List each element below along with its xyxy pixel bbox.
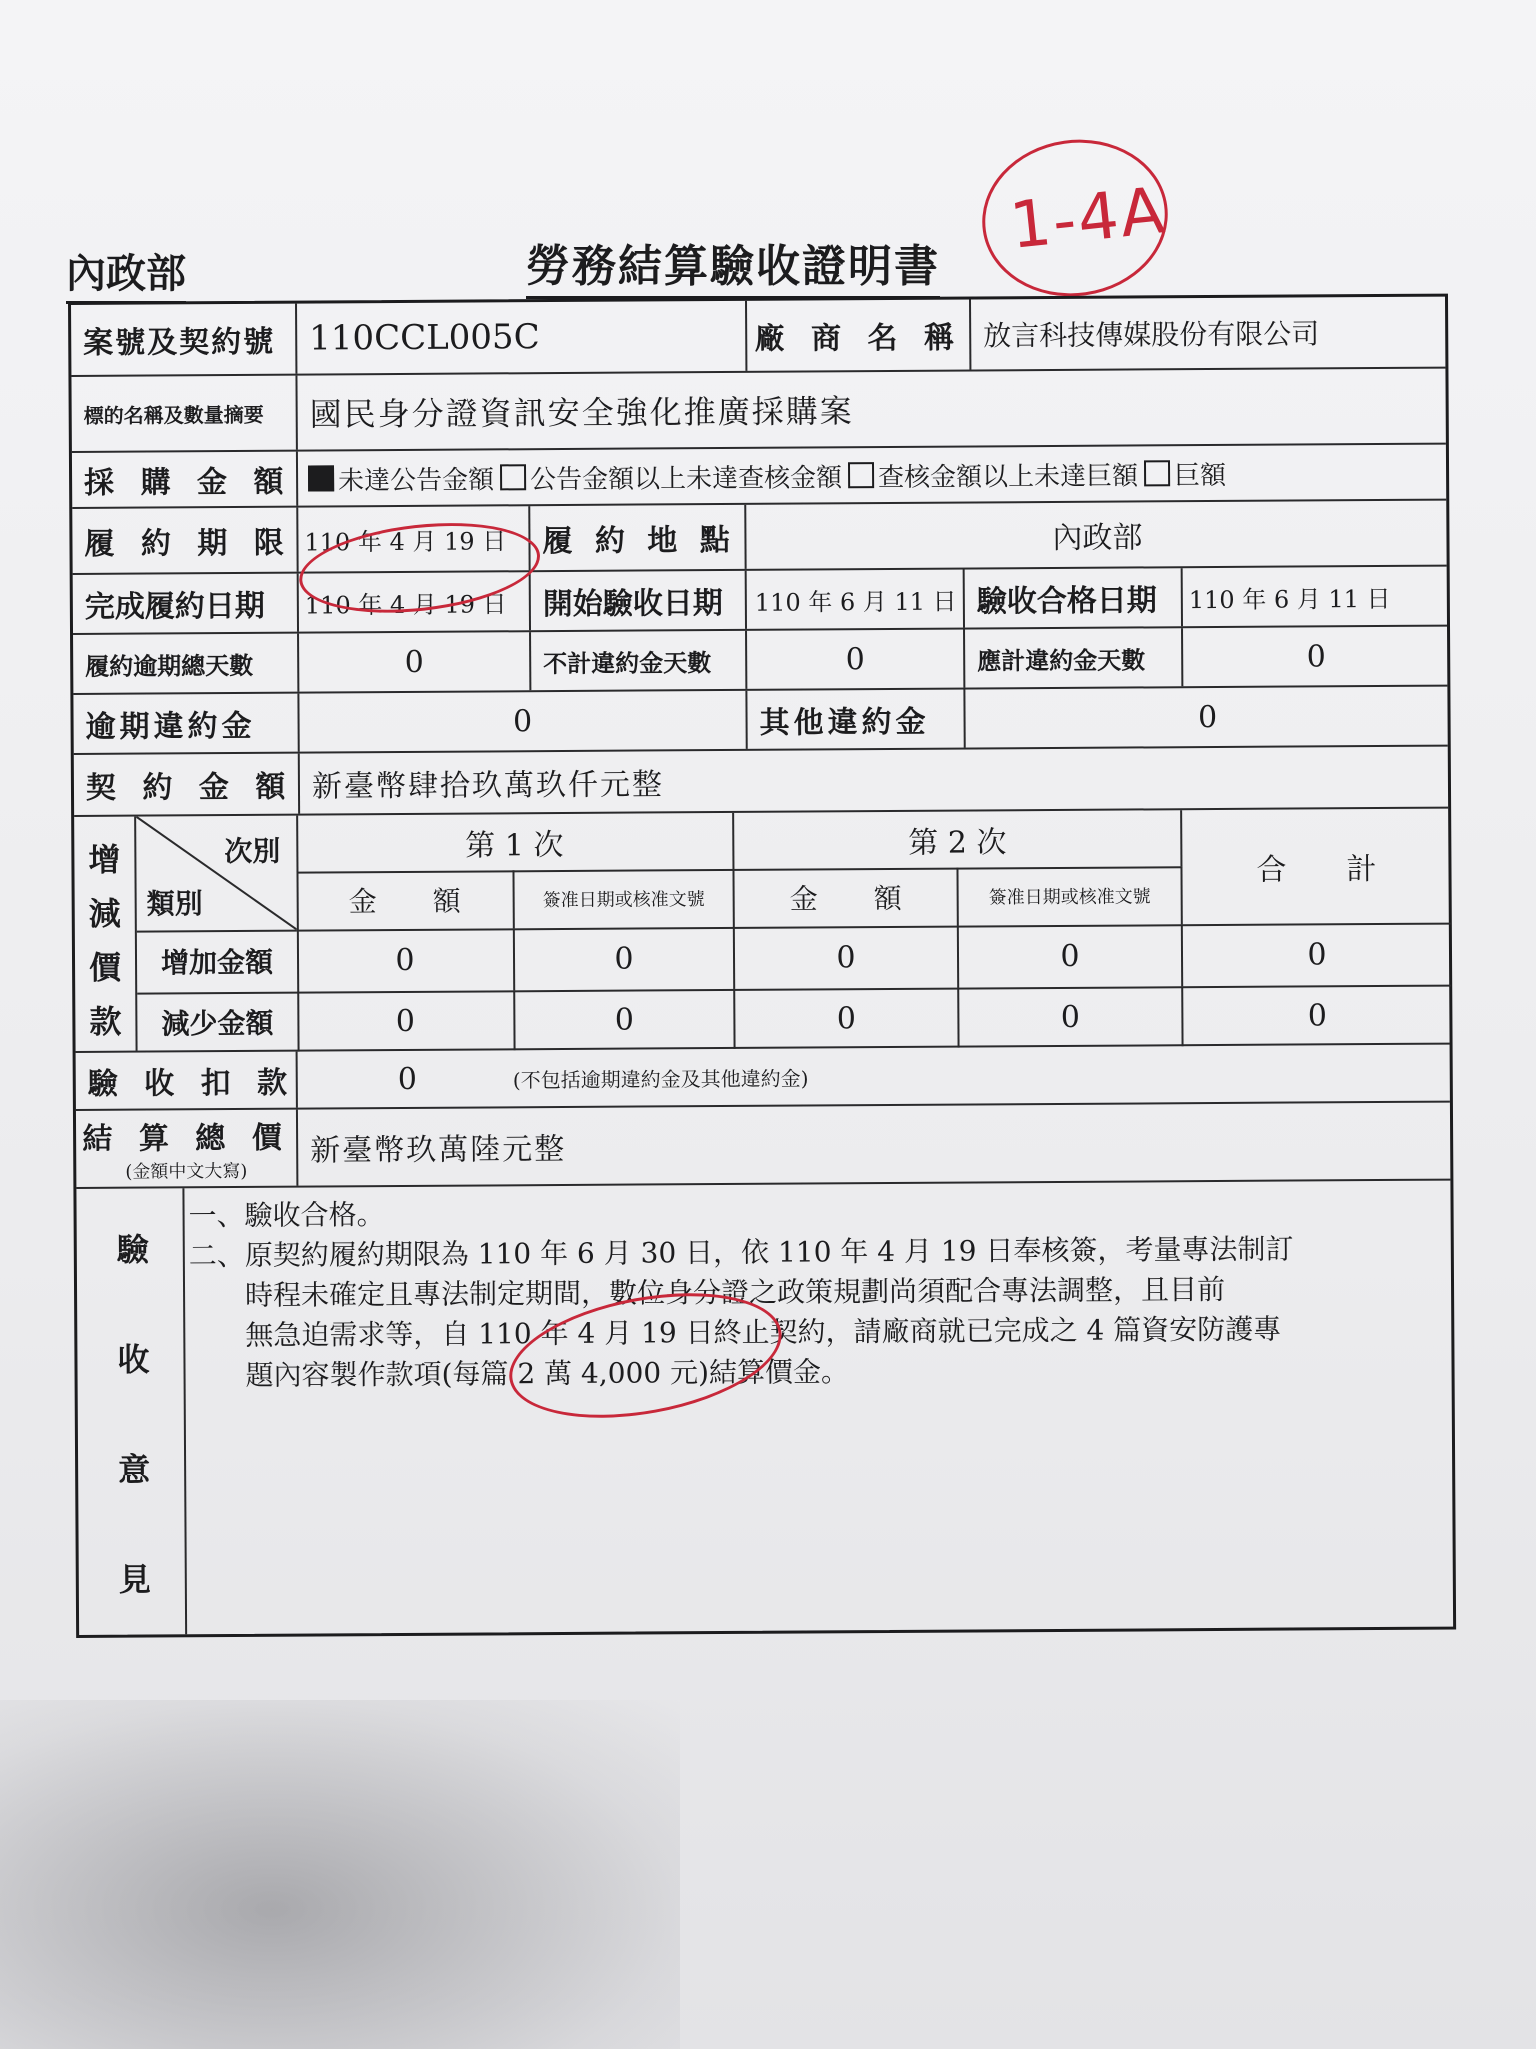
deadline-label: 履 約 期 限 <box>72 508 298 573</box>
first-amount-col: 金 額 <box>296 870 514 929</box>
row-settlement <box>76 1103 1450 1189</box>
case-value: 110CCL005C <box>297 301 747 374</box>
second-amount-col: 金 額 <box>734 868 958 927</box>
row-penalties <box>73 687 1447 755</box>
pass-value: 110 年 6 月 11 日 <box>1188 584 1391 614</box>
opinion-char: 意 <box>118 1450 151 1489</box>
start-acceptance-value: 110 年 6 月 11 日 <box>747 570 965 629</box>
increase-value: 0 <box>297 928 515 991</box>
deduction-value: 0 <box>397 1061 417 1097</box>
increase-value: 0 <box>1307 936 1327 972</box>
contract-amount-value: 新臺幣肆拾玖萬玖仟元整 <box>311 767 665 805</box>
first-adjust-header: 第 1 次 <box>296 813 734 872</box>
adjust-char: 款 <box>89 1002 122 1041</box>
acceptance-form-table <box>68 294 1456 1638</box>
opinion-line: 題內容製作款項(每篇 2 萬 4,000 元)結算價金。 <box>189 1355 850 1393</box>
checkbox-under-announcement[interactable] <box>308 465 334 491</box>
place-value: 內政部 <box>1052 520 1143 556</box>
checkbox-review-to-huge[interactable] <box>848 462 874 488</box>
increase-value: 0 <box>515 927 735 990</box>
row-deadline <box>72 501 1446 575</box>
row-amount-class <box>72 445 1446 509</box>
other-penalty-value: 0 <box>1197 699 1218 735</box>
increase-value: 0 <box>959 924 1183 987</box>
opinion-side-label <box>76 1188 187 1635</box>
first-approval-col: 簽准日期或核准文號 <box>514 869 734 928</box>
checkbox-huge[interactable] <box>1144 460 1170 486</box>
opinion-text <box>188 1190 1294 1397</box>
start-acceptance-label: 開始驗收日期 <box>531 571 747 630</box>
acceptance-opinion-block <box>76 1181 1453 1635</box>
photo-shadow <box>0 1700 680 2049</box>
completion-value: 110 年 4 月 19 日 <box>299 572 531 631</box>
increase-value: 0 <box>735 926 959 989</box>
adjust-side-label <box>74 817 137 1051</box>
deduction-cell <box>298 1045 1452 1108</box>
decrease-value: 0 <box>735 988 959 1049</box>
vendor-label: 廠 商 名 稱 <box>747 299 971 370</box>
exempt-days-value: 0 <box>747 630 965 689</box>
settlement-label: 結 算 總 價 <box>82 1120 290 1157</box>
opinion-line: 無急迫需求等，自 110 年 4 月 19 日終止契約，請廠商就已完成之 4 篇資安防護專 <box>189 1312 1282 1353</box>
other-penalty-label: 其他違約金 <box>747 690 965 749</box>
settlement-value: 新臺幣玖萬陸元整 <box>310 1131 567 1169</box>
row-dates <box>73 567 1447 635</box>
case-label: 案號及契約號 <box>71 304 297 375</box>
diag-bottom-label: 類別 <box>146 887 203 921</box>
adjust-char: 減 <box>88 894 121 933</box>
amount-class-options <box>298 445 1448 506</box>
price-adjustment-block <box>74 809 1449 1053</box>
contract-amount-label: 契 約 金 額 <box>74 754 300 815</box>
subject-value: 國民身分證資訊安全強化推廣採購案 <box>309 392 854 434</box>
amount-class-label: 採 購 金 額 <box>72 452 298 507</box>
opinion-char: 驗 <box>116 1230 149 1269</box>
opinion-char: 見 <box>118 1560 151 1599</box>
opinion-line: 一、驗收合格。 <box>188 1198 385 1233</box>
subject-label: 標的名稱及數量摘要 <box>71 376 297 451</box>
decrease-value: 0 <box>959 986 1183 1047</box>
completion-label: 完成履約日期 <box>73 574 299 633</box>
settlement-label-cell <box>76 1110 298 1187</box>
agency-name: 內政部 <box>66 242 186 304</box>
diag-top-label: 次別 <box>224 834 281 869</box>
overdue-penalty-value: 0 <box>299 691 747 752</box>
total-header: 合 計 <box>1256 852 1377 888</box>
second-approval-col: 簽准日期或核准文號 <box>958 866 1182 925</box>
increase-label: 增加金額 <box>160 945 274 980</box>
adjust-char: 價 <box>88 948 122 987</box>
opinion-char: 收 <box>117 1340 150 1379</box>
adjust-char: 增 <box>88 840 121 879</box>
row-contract-amount <box>74 747 1448 817</box>
vendor-value: 放言科技傳媒股份有限公司 <box>983 317 1320 353</box>
option-label: 未達公告金額 <box>338 464 495 496</box>
overdue-days-label: 履約逾期總天數 <box>73 634 299 693</box>
place-label: 履 約 地 點 <box>530 505 746 570</box>
row-overdue-days <box>73 627 1447 695</box>
handwritten-annotation: 1-4A <box>1006 174 1170 264</box>
decrease-label: 減少金額 <box>161 1006 274 1041</box>
settlement-sublabel: (金額中文大寫) <box>125 1160 248 1183</box>
document-title: 勞務結算驗收證明書 <box>526 230 940 299</box>
second-adjust-header: 第 2 次 <box>734 810 1182 869</box>
decrease-value: 0 <box>1307 997 1328 1033</box>
overdue-days-value: 0 <box>299 632 531 691</box>
option-label: 查核金額以上未達巨額 <box>878 460 1139 493</box>
decrease-value: 0 <box>515 989 735 1050</box>
option-label: 巨額 <box>1174 460 1227 491</box>
overdue-penalty-label: 逾期違約金 <box>73 694 299 753</box>
decrease-value: 0 <box>297 990 515 1051</box>
pass-label: 驗收合格日期 <box>965 568 1183 627</box>
penalty-days-label: 應計違約金天數 <box>965 628 1183 687</box>
row-subject <box>71 369 1445 453</box>
opinion-line: 二、原契約履約期限為 110 年 6 月 30 日，依 110 年 4 月 19 日奉核簽，考量專法制訂 <box>188 1232 1294 1273</box>
deduction-label: 驗 收 扣 款 <box>76 1052 298 1109</box>
row-case <box>71 297 1445 377</box>
checkbox-announcement-to-review[interactable] <box>500 464 526 490</box>
option-label: 公告金額以上未達查核金額 <box>530 462 843 495</box>
opinion-line: 時程未確定且專法制定期間，數位身分證之政策規劃尚須配合專法調整，且目前 <box>188 1272 1226 1313</box>
penalty-days-value: 0 <box>1306 638 1326 674</box>
deadline-value: 110 年 4 月 19 日 <box>298 506 530 571</box>
row-deduction <box>76 1045 1450 1111</box>
exempt-days-label: 不計違約金天數 <box>531 631 747 690</box>
deduction-note: (不包括逾期違約金及其他違約金) <box>512 1065 809 1092</box>
